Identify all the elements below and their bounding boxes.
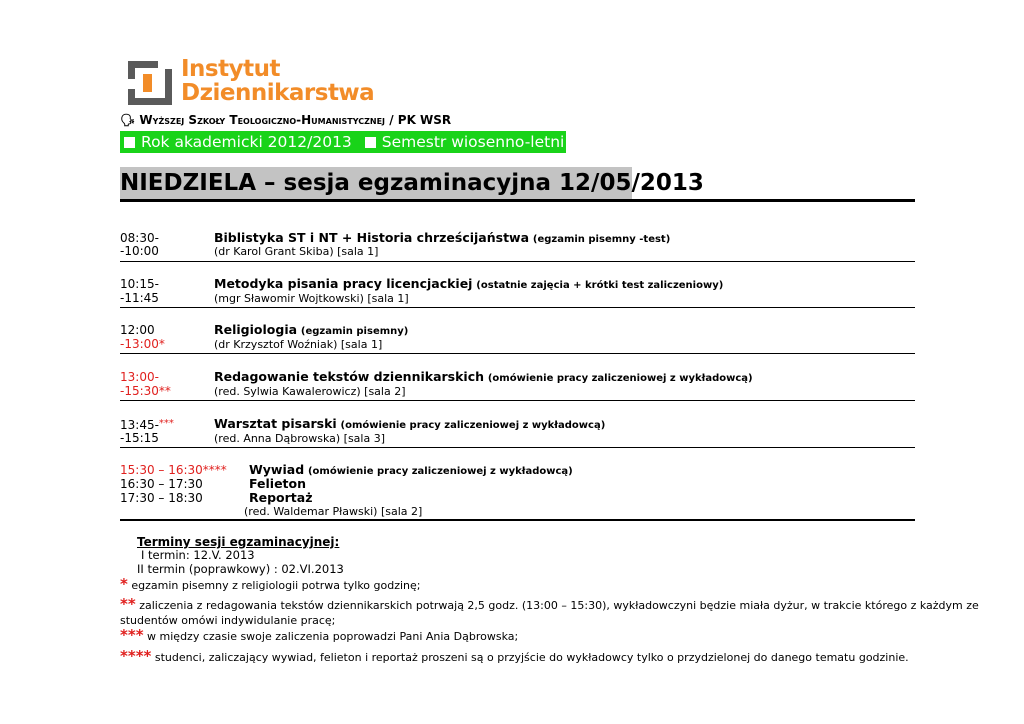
course-title: Warsztat pisarski (omówienie pracy zaliczeniowej z wykładowcą) bbox=[214, 416, 606, 431]
course-teacher: (dr Karol Grant Skiba) [sala 1] bbox=[214, 245, 379, 258]
time-slot: 15:30 – 16:30**** bbox=[120, 463, 227, 477]
course-title: Metodyka pisania pracy licencjackiej (ostatnie zajęcia + krótki test zaliczeniowy) bbox=[214, 276, 724, 291]
course-teacher: (red. Sylwia Kawalerowicz) [sala 2] bbox=[214, 385, 406, 398]
course-teacher: (red. Anna Dąbrowska) [sala 3] bbox=[214, 432, 386, 445]
academic-year-bar bbox=[120, 131, 566, 153]
course-title: Felieton bbox=[249, 476, 307, 491]
footnote-continued: studentów omówi indywidulanie pracę; bbox=[120, 614, 336, 627]
exam-term-1: I termin: 12.V. 2013 bbox=[141, 548, 255, 562]
row-divider bbox=[120, 447, 915, 448]
footnote: ** zaliczenia z redagowania tekstów dziennikarskich potrwają 2,5 godz. (13:00 – 15:30), wykładowczyni będzie miała dyżur, w trakcie którego z każdym ze bbox=[120, 595, 979, 613]
time-end: -13:00* bbox=[120, 337, 165, 351]
year-label: Rok akademicki 2012/2013 bbox=[141, 133, 352, 151]
time-start: 13:45-*** bbox=[120, 418, 174, 432]
row-divider bbox=[120, 519, 915, 521]
square-icon bbox=[124, 137, 135, 148]
time-start: 12:00 bbox=[120, 323, 155, 337]
row-divider bbox=[120, 307, 915, 308]
footnote: **** studenci, zaliczający wywiad, felieton i reportaż proszeni są o przyjście do wykładowcy tylko o przydzielonej do danego tematu godzinie. bbox=[120, 647, 909, 665]
institution-subtitle: 🗣 Wyższej Szkoły Teologiczno-Humanistycznej / PK WSR bbox=[120, 113, 452, 127]
time-end: -15:30** bbox=[120, 384, 171, 398]
time-end: -15:15 bbox=[120, 431, 159, 445]
course-title: Reportaż bbox=[249, 490, 313, 505]
course-title: Religiologia (egzamin pisemny) bbox=[214, 322, 409, 337]
footnote: *** w między czasie swoje zaliczenia poprowadzi Pani Ania Dąbrowska; bbox=[120, 626, 519, 644]
course-teacher: (dr Krzysztof Woźniak) [sala 1] bbox=[214, 338, 383, 351]
time-start: 10:15- bbox=[120, 277, 159, 291]
course-title: Redagowanie tekstów dziennikarskich (omówienie pracy zaliczeniowej z wykładowcą) bbox=[214, 369, 753, 384]
course-teacher: (red. Waldemar Pławski) [sala 2] bbox=[244, 505, 423, 518]
course-title: Biblistyka ST i NT + Historia chrześcijaństwa (egzamin pisemny -test) bbox=[214, 230, 671, 245]
course-title: Wywiad (omówienie pracy zaliczeniowej z wykładowcą) bbox=[249, 462, 573, 477]
page-title: NIEDZIELA – sesja egzaminacyjna 12/05/2013 bbox=[120, 167, 632, 199]
time-slot: 16:30 – 17:30 bbox=[120, 477, 203, 491]
square-icon bbox=[365, 137, 376, 148]
time-start: 08:30- bbox=[120, 231, 159, 245]
semester-label: Semestr wiosenno-letni bbox=[381, 133, 565, 151]
exam-term-2: II termin (poprawkowy) : 02.VI.2013 bbox=[137, 562, 344, 576]
time-end: -10:00 bbox=[120, 244, 159, 258]
exam-terms-heading: Terminy sesji egzaminacyjnej: bbox=[137, 535, 340, 549]
footnote: * egzamin pisemny z religiologii potrwa tylko godzinę; bbox=[120, 575, 421, 593]
row-divider bbox=[120, 400, 915, 401]
time-end: -11:45 bbox=[120, 291, 159, 305]
logo-text: Instytut Dziennikarstwa bbox=[181, 56, 375, 106]
time-start: 13:00- bbox=[120, 370, 159, 384]
row-divider bbox=[120, 261, 915, 262]
logo-mark bbox=[128, 61, 172, 105]
time-slot: 17:30 – 18:30 bbox=[120, 491, 203, 505]
course-teacher: (mgr Sławomir Wojtkowski) [sala 1] bbox=[214, 292, 409, 305]
title-divider bbox=[120, 199, 915, 202]
row-divider bbox=[120, 353, 915, 354]
speaker-icon: 🗣 bbox=[120, 113, 136, 127]
